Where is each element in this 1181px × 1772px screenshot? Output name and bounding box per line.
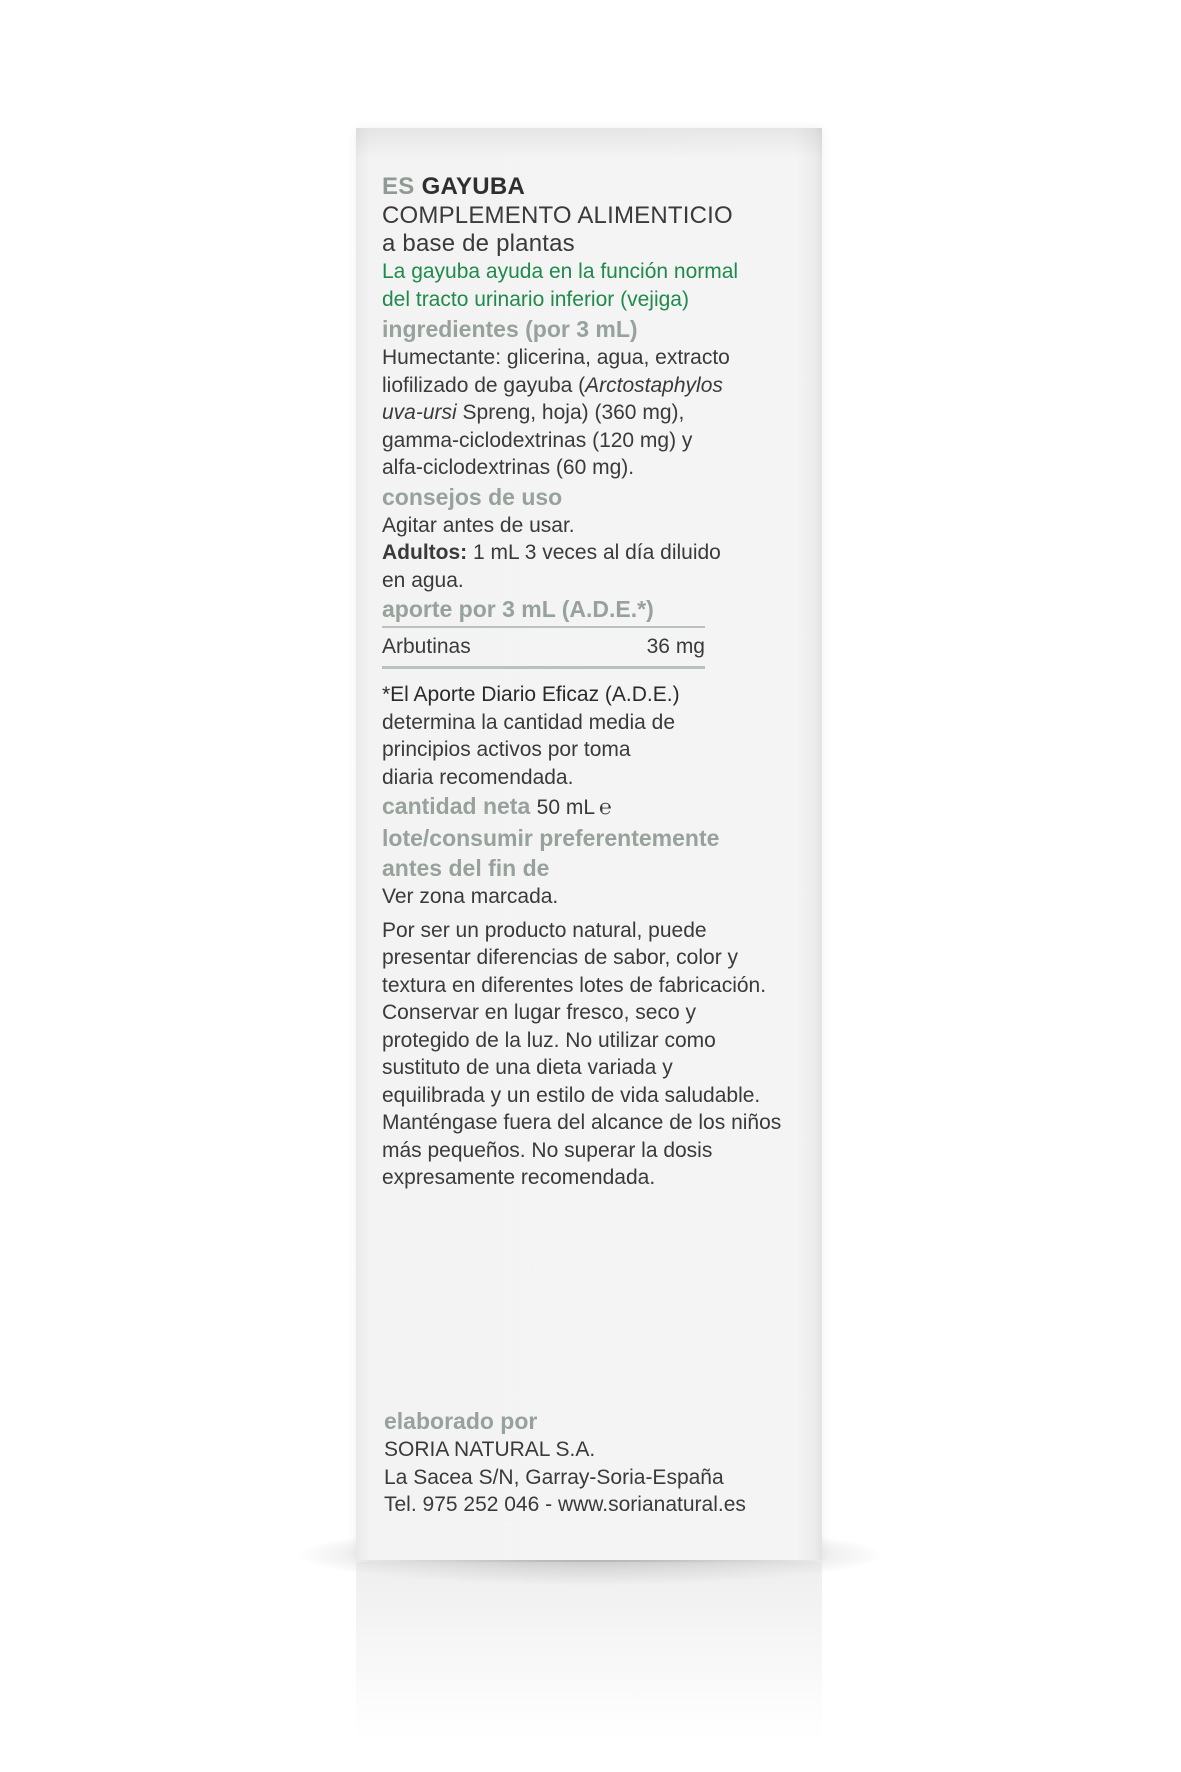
box-top-shade [356,128,822,158]
footnote-line4: diaria recomendada. [382,765,574,789]
product-title [382,172,812,202]
usage-heading: consejos de uso [382,483,563,510]
health-claim [382,258,812,314]
ingredients-line3: Spreng, hoja) (360 mg), [456,401,685,424]
health-claim-line1: La gayuba ayuda en la función normal [382,260,739,283]
manufacturer-company: SORIA NATURAL S.A. [384,1438,596,1461]
notice-line: equilibrada y un estilo de vida saludable. [382,1083,761,1107]
table-cell-value: 36 mg [646,635,705,658]
notice-line: presentar diferencias de sabor, color y [382,946,739,969]
usage-line3: en agua. [382,568,464,592]
manufacturer-block [384,1406,804,1519]
batch-text: Ver zona marcada. [382,885,559,908]
usage-line1: Agitar antes de usar. [382,513,575,537]
batch-heading-line2: antes del fin de [382,855,550,881]
estimated-sign-icon: ℮ [599,796,612,819]
usage-text [382,512,812,595]
manufacturer-contact: Tel. 975 252 046 - www.sorianatural.es [384,1493,746,1516]
table-row [382,628,705,666]
notice-line: expresamente recomendada. [382,1166,656,1189]
usage-adults-label: Adultos: [382,541,468,564]
ingredients-line1: Humectante: glicerina, agua, extracto [382,346,730,369]
manufacturer-heading: elaborado por [384,1408,538,1434]
notice-line: más pequeños. No superar la dosis [382,1138,713,1162]
footnote-line2: determina la cantidad media de [382,710,676,734]
footnote-line1: *El Aporte Diario Eficaz (A.D.E.) [382,683,680,706]
product-box-side-panel [356,128,822,1560]
notice-line: protegido de la luz. No utilizar como [382,1028,716,1052]
usage-adults-text: 1 mL 3 veces al día diluido [467,541,721,564]
batch-heading-line1: lote/consumir preferentemente [382,825,720,851]
ingredients-line2: liofilizado de gayuba ( [382,373,586,397]
notice-line: Por ser un producto natural, puede [382,918,707,942]
language-code: ES [382,173,415,200]
product-category-detail: a base de plantas [382,230,575,257]
batch-heading [382,823,812,883]
manufacturer-details [384,1436,804,1519]
product-category: COMPLEMENTO ALIMENTICIO [382,202,733,229]
notice-text [382,917,812,1192]
ingredients-text [382,344,812,482]
ingredients-species-epithet: uva-ursi [382,401,457,424]
contribution-heading: aporte por 3 mL (A.D.E.*) [382,596,654,622]
table-cell-name: Arbutinas [382,635,471,658]
ingredients-line4: gamma-ciclodextrinas (120 mg) y [382,428,693,452]
box-reflection [356,1562,822,1772]
footnote-text [382,681,812,791]
net-quantity-label: cantidad neta [382,793,531,819]
manufacturer-address: La Sacea S/N, Garray-Soria-España [384,1465,724,1489]
net-quantity [382,791,812,823]
health-claim-line2: del tracto urinario inferior (vejiga) [382,288,689,311]
product-name: GAYUBA [421,173,526,200]
ingredients-line5: alfa-ciclodextrinas (60 mg). [382,456,635,479]
notice-line: textura en diferentes lotes de fabricación. [382,973,767,997]
footnote-line3: principios activos por toma [382,738,631,761]
net-quantity-value: 50 mL [536,796,596,819]
contribution-table [382,626,705,669]
ingredients-species-genus: Arctostaphylos [585,373,723,397]
notice-line: Manténgase fuera del alcance de los niños [382,1111,782,1134]
ingredients-heading: ingredientes (por 3 mL) [382,316,638,342]
label-content [382,172,812,1192]
notice-line: sustituto de una dieta variada y [382,1056,673,1079]
notice-line: Conservar en lugar fresco, seco y [382,1001,696,1024]
